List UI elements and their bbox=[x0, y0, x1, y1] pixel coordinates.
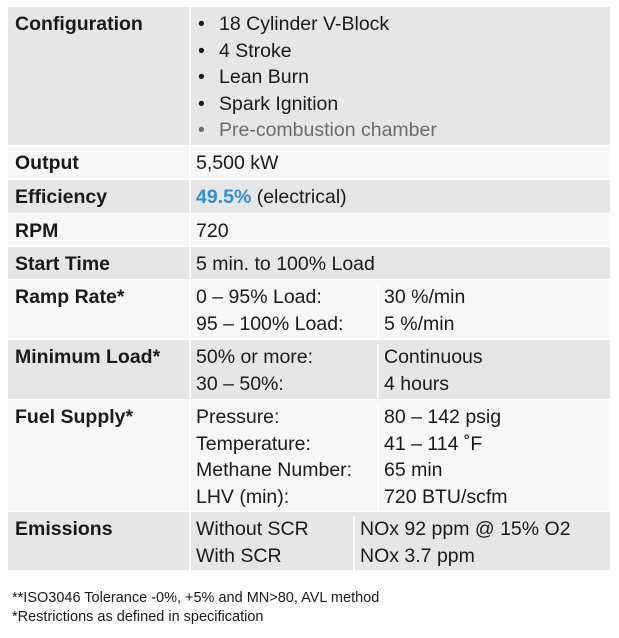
value-right: NOx 3.7 ppm bbox=[360, 544, 475, 567]
value-left: Methane Number: bbox=[196, 459, 353, 482]
value-left: 30 – 50%: bbox=[196, 372, 284, 395]
list-item: • Spark Ignition bbox=[196, 91, 610, 118]
value-left: With SCR bbox=[196, 544, 282, 567]
value-left: Temperature: bbox=[196, 432, 311, 455]
value-right-column bbox=[379, 284, 610, 339]
row-value bbox=[191, 180, 610, 213]
value-left-column bbox=[191, 284, 379, 339]
value-left-column bbox=[191, 516, 355, 570]
efficiency-value: 49.5% bbox=[196, 186, 252, 208]
list-item: • Pre-combustion chamber bbox=[196, 117, 610, 144]
row-label: RPM bbox=[8, 214, 191, 246]
list-item: • 4 Stroke bbox=[196, 38, 610, 65]
row-value bbox=[191, 280, 610, 339]
row-start-time bbox=[8, 247, 610, 280]
value-right-column bbox=[355, 516, 610, 570]
row-value bbox=[191, 512, 610, 570]
footnotes bbox=[12, 589, 379, 627]
footnote: *Restrictions as defined in specification bbox=[12, 609, 264, 625]
row-value: 720 bbox=[196, 220, 229, 242]
row-value bbox=[191, 400, 610, 511]
row-label: Ramp Rate* bbox=[8, 280, 191, 339]
value-left: LHV (min): bbox=[196, 485, 290, 508]
list-item: • 18 Cylinder V-Block bbox=[196, 11, 610, 38]
row-value bbox=[191, 340, 610, 399]
value-right: 4 hours bbox=[384, 372, 450, 395]
efficiency-suffix: (electrical) bbox=[251, 186, 347, 208]
value-right-column bbox=[379, 404, 610, 511]
value-left: Without SCR bbox=[196, 518, 309, 540]
spec-table bbox=[8, 7, 610, 571]
value-left: 50% or more: bbox=[196, 346, 314, 368]
row-label: Fuel Supply* bbox=[8, 400, 191, 511]
row-value: 5,500 kW bbox=[196, 152, 279, 174]
value-left-column bbox=[191, 404, 379, 511]
row-value bbox=[191, 7, 610, 145]
footnote: **ISO3046 Tolerance -0%, +5% and MN>80, AVL method bbox=[12, 590, 380, 606]
row-minimum-load bbox=[8, 340, 610, 400]
row-efficiency bbox=[8, 180, 610, 214]
row-configuration bbox=[8, 7, 610, 146]
value-left-column bbox=[191, 344, 379, 399]
configuration-list bbox=[196, 11, 610, 144]
row-label: Emissions bbox=[8, 512, 191, 570]
value-right: 65 min bbox=[384, 459, 443, 482]
row-fuel-supply bbox=[8, 400, 610, 512]
value-left: Pressure: bbox=[196, 406, 280, 428]
value-right: 30 %/min bbox=[384, 286, 466, 308]
list-item: • Lean Burn bbox=[196, 64, 610, 91]
row-label: Configuration bbox=[8, 7, 191, 145]
row-rpm bbox=[8, 214, 610, 247]
value-right: 720 BTU/scfm bbox=[384, 485, 508, 508]
value-right-column bbox=[379, 344, 610, 399]
row-label: Start Time bbox=[8, 247, 191, 279]
row-value: 5 min. to 100% Load bbox=[196, 253, 375, 275]
row-label: Efficiency bbox=[8, 180, 191, 213]
value-right: NOx 92 ppm @ 15% O2 bbox=[360, 518, 571, 540]
row-emissions bbox=[8, 512, 610, 571]
row-label: Minimum Load* bbox=[8, 340, 191, 399]
value-right: Continuous bbox=[384, 346, 483, 368]
value-right: 41 – 114 ˚F bbox=[384, 432, 483, 455]
row-label: Output bbox=[8, 146, 191, 179]
row-ramp-rate bbox=[8, 280, 610, 340]
value-right: 80 – 142 psig bbox=[384, 406, 502, 428]
value-left: 0 – 95% Load: bbox=[196, 286, 322, 308]
row-output bbox=[8, 146, 610, 180]
value-left: 95 – 100% Load: bbox=[196, 312, 344, 335]
value-right: 5 %/min bbox=[384, 312, 455, 335]
